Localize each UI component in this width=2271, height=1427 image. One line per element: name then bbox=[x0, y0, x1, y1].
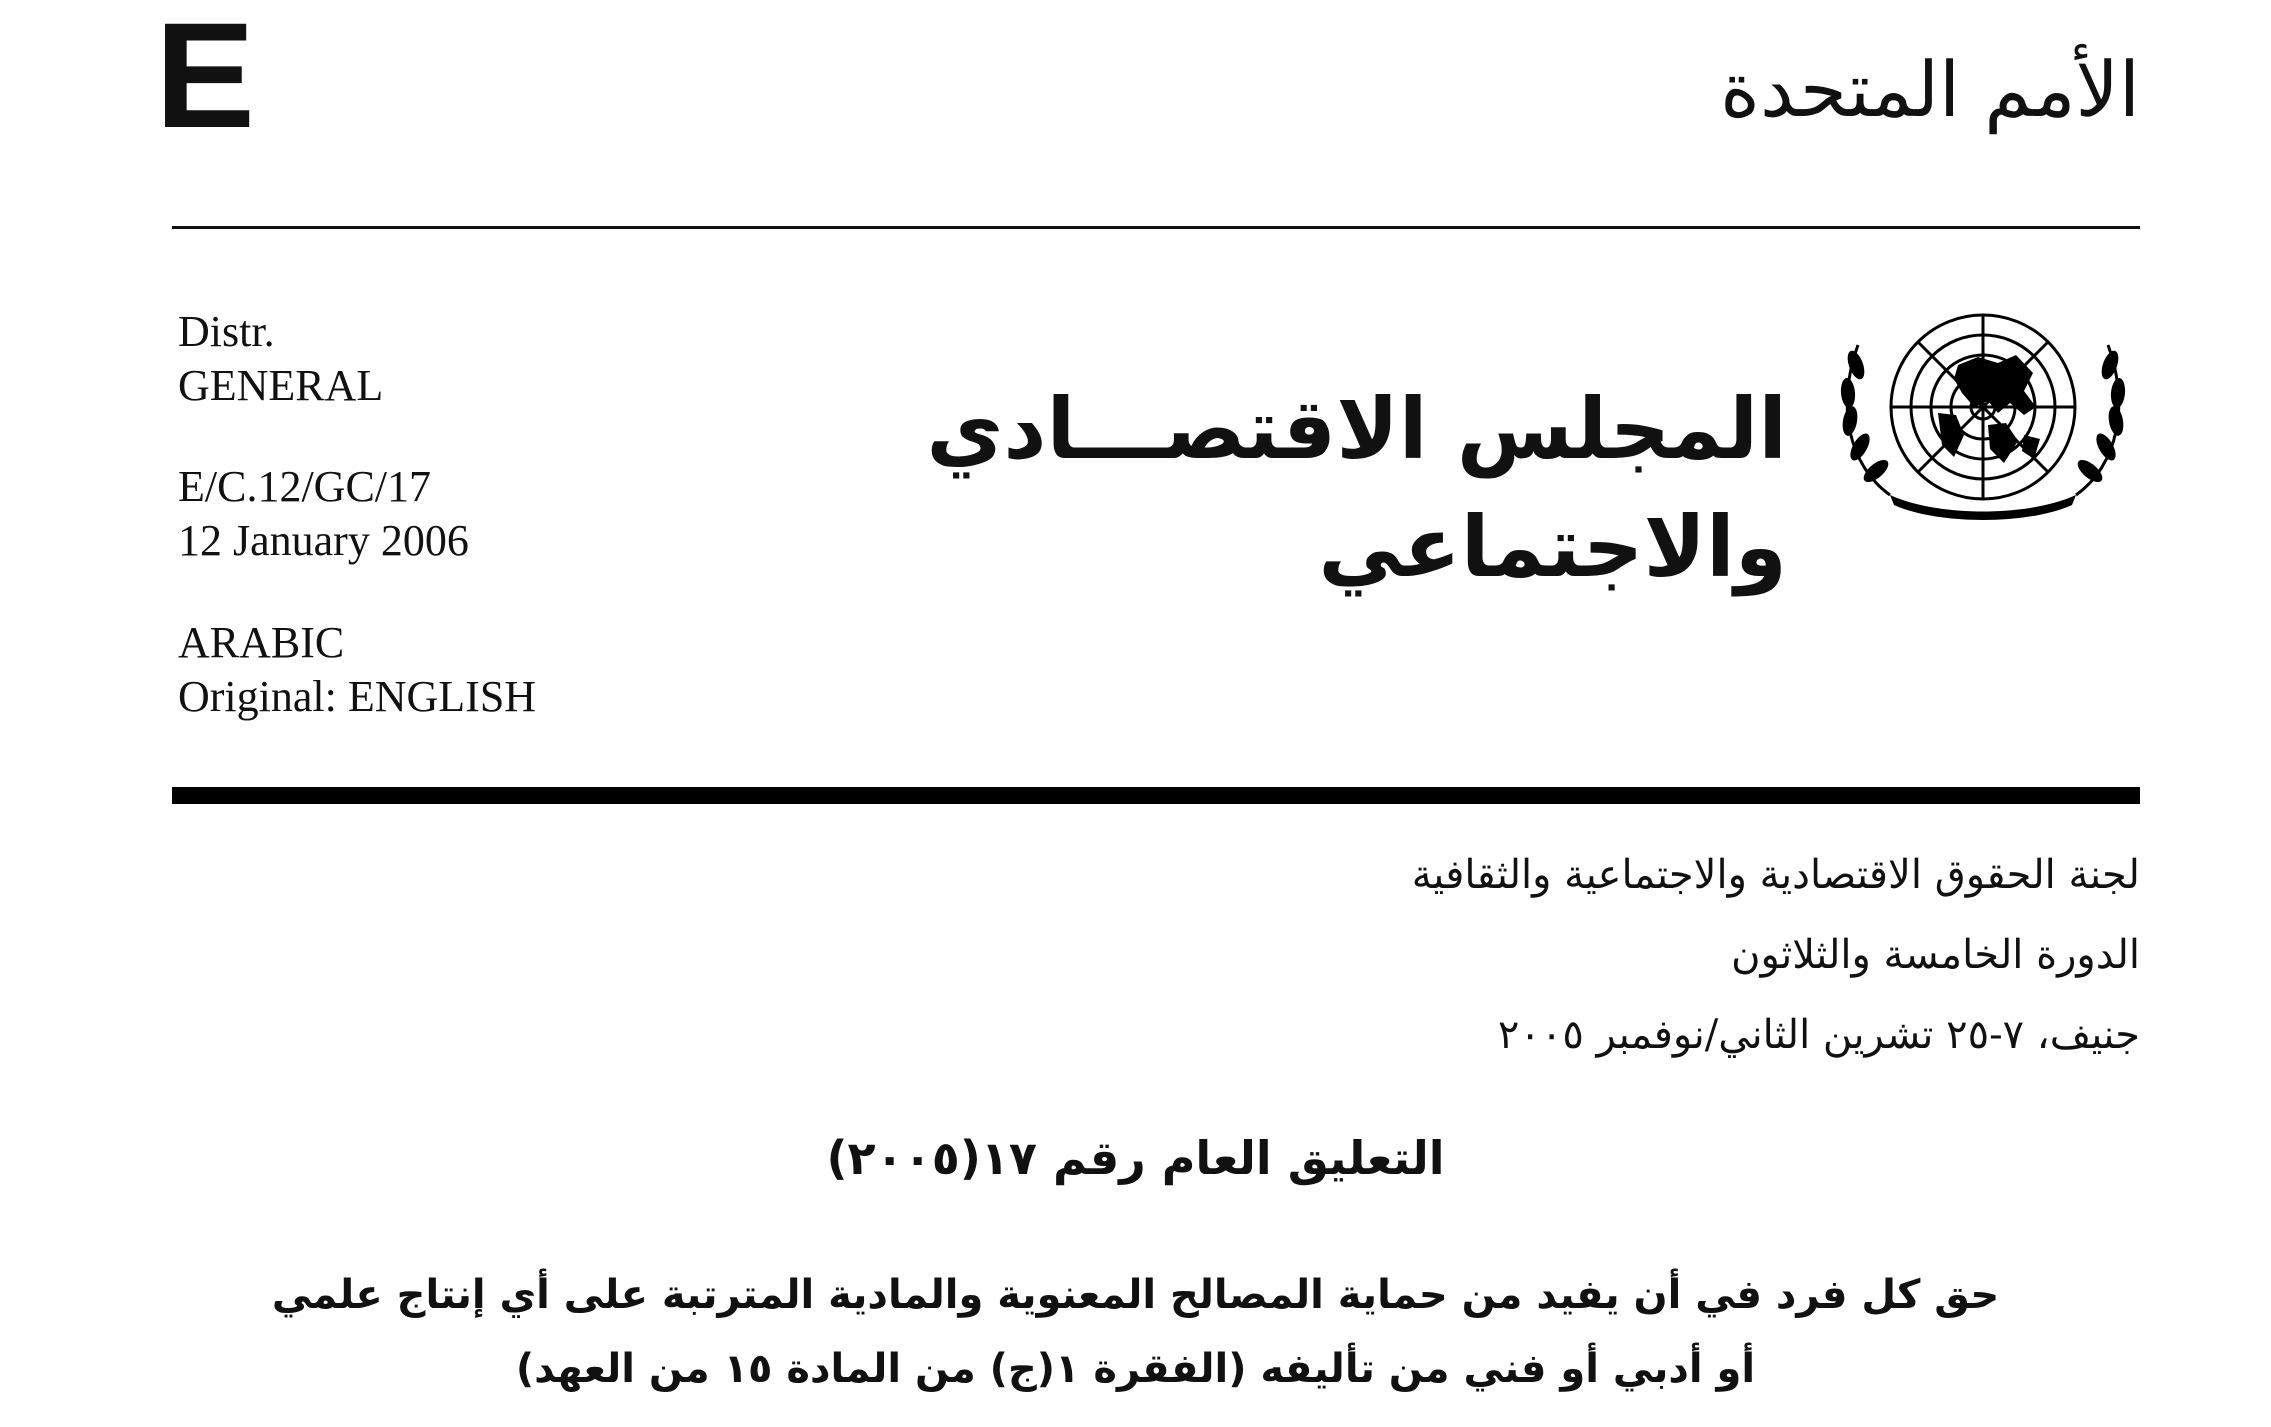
language-block bbox=[178, 616, 536, 724]
council-name-line1: المجلس الاقتصـــادي bbox=[926, 380, 1787, 478]
council-name-line2: والاجتماعي bbox=[1318, 498, 1787, 596]
document-subtitle bbox=[0, 1258, 2271, 1406]
header-divider bbox=[172, 226, 2140, 229]
committee-name: لجنة الحقوق الاقتصادية والاجتماعية والثقافية bbox=[1411, 852, 2140, 898]
document-symbol: E/C.12/GC/17 bbox=[178, 462, 432, 511]
document-subtitle-line2: أو أدبي أو فني من تأليفه (الفقرة ١(ج) من المادة ١٥ من العهد) bbox=[515, 1346, 1756, 1392]
distribution-label: Distr. bbox=[178, 307, 275, 356]
document-subtitle-line1: حق كل فرد في أن يفيد من حماية المصالح المعنوية والمادية المترتبة على أي إنتاج علمي bbox=[271, 1272, 2000, 1318]
council-name bbox=[926, 370, 1787, 606]
organization-name: الأمم المتحدة bbox=[1720, 45, 2140, 134]
language-letter: E bbox=[155, 0, 256, 159]
session-name: الدورة الخامسة والثلاثون bbox=[1731, 932, 2140, 978]
document-title: التعليق العام رقم ١٧(٢٠٠٥) bbox=[826, 1131, 1445, 1185]
symbol-block bbox=[178, 460, 469, 568]
venue-dates: جنيف، ٧-٢٥ تشرين الثاني/نوفمبر ٢٠٠٥ bbox=[1497, 1012, 2140, 1058]
document-language: ARABIC bbox=[178, 618, 345, 667]
document-date: 12 January 2006 bbox=[178, 516, 469, 565]
committee-block bbox=[1412, 835, 2140, 1075]
distribution-block bbox=[178, 305, 383, 413]
original-language: Original: ENGLISH bbox=[178, 672, 537, 721]
distribution-type: GENERAL bbox=[178, 361, 384, 410]
section-divider bbox=[172, 787, 2140, 804]
un-emblem-icon bbox=[1828, 295, 2138, 535]
